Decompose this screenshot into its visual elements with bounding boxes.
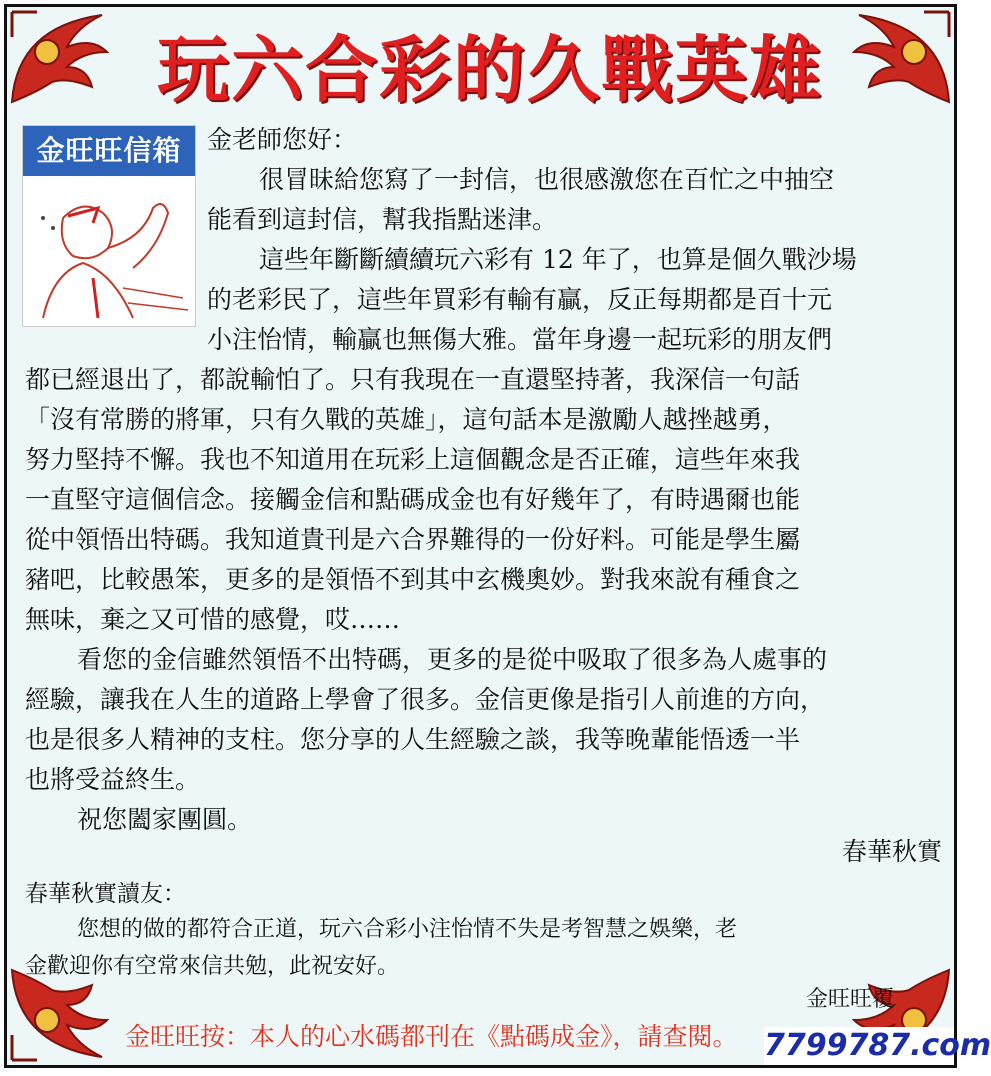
- reply-signature: 金旺旺覆: [805, 987, 894, 1012]
- letter-line: 都已經退出了，都說輸怕了。只有我現在一直還堅持著，我深信一句話: [25, 365, 801, 394]
- letter-signature: 春華秋實: [841, 837, 942, 866]
- letter-line: 也是很多人精神的支柱。您分享的人生經驗之談，我等晚輩能悟透一半: [25, 725, 801, 754]
- letter-line: 這些年斷斷續續玩六彩有 12 年了，也算是個久戰沙場: [259, 245, 857, 274]
- letter-line: 也將受益終生。: [25, 765, 201, 794]
- reply-line: 您想的做的都符合正道，玩六合彩小注怡情不失是考智慧之娛樂，老: [77, 917, 738, 942]
- editor-note: 金旺旺按：本人的心水碼都刊在《點碼成金》，請查閱。: [125, 1022, 738, 1051]
- mailbox-label: 金旺旺信箱: [23, 126, 195, 176]
- letter-line: 「沒有常勝的將軍，只有久戰的英雄」，這句話本是激勵人越挫越勇，: [25, 405, 788, 434]
- page-title: 玩六合彩的久戰英雄: [157, 27, 824, 112]
- letter-line: 很冒昧給您寫了一封信，也很感激您在百忙之中抽空: [259, 165, 835, 194]
- letter-line: 祝您闔家團圓。: [77, 805, 253, 834]
- letter-line: 能看到這封信，幫我指點迷津。: [207, 205, 558, 234]
- letter-line: 一直堅守這個信念。接觸金信和點碼成金也有好幾年了，有時遇爾也能: [25, 485, 801, 514]
- letter-line: 努力堅持不懈。我也不知道用在玩彩上這個觀念是否正確，這些年來我: [25, 445, 801, 474]
- reply-greeting: 春華秋實讀友：: [25, 881, 186, 907]
- newspaper-clipping: [4, 4, 991, 1068]
- letter-line: 看您的金信雖然領悟不出特碼，更多的是從中吸取了很多為人處事的: [77, 645, 828, 674]
- letter-line: 豬吧，比較愚笨，更多的是領悟不到其中玄機奧妙。對我來說有種食之: [25, 565, 801, 594]
- letter-greeting: 金老師您好：: [207, 125, 358, 154]
- letter-line: 無味，棄之又可惜的感覺，哎……: [25, 605, 401, 634]
- reply-line: 金歡迎你有空常來信共勉，此祝安好。: [25, 954, 400, 979]
- letter-line: 的老彩民了，這些年買彩有輸有贏，反正每期都是百十元: [207, 285, 833, 314]
- letter-line: 經驗，讓我在人生的道路上學會了很多。金信更像是指引人前進的方向，: [25, 685, 826, 714]
- letter-line: 小注怡情，輸贏也無傷大雅。當年身邊一起玩彩的朋友們: [207, 325, 833, 354]
- letter-line: 從中領悟出特碼。我知道貴刊是六合界難得的一份好料。可能是學生屬: [25, 525, 801, 554]
- site-watermark: 7799787.com: [764, 1028, 991, 1063]
